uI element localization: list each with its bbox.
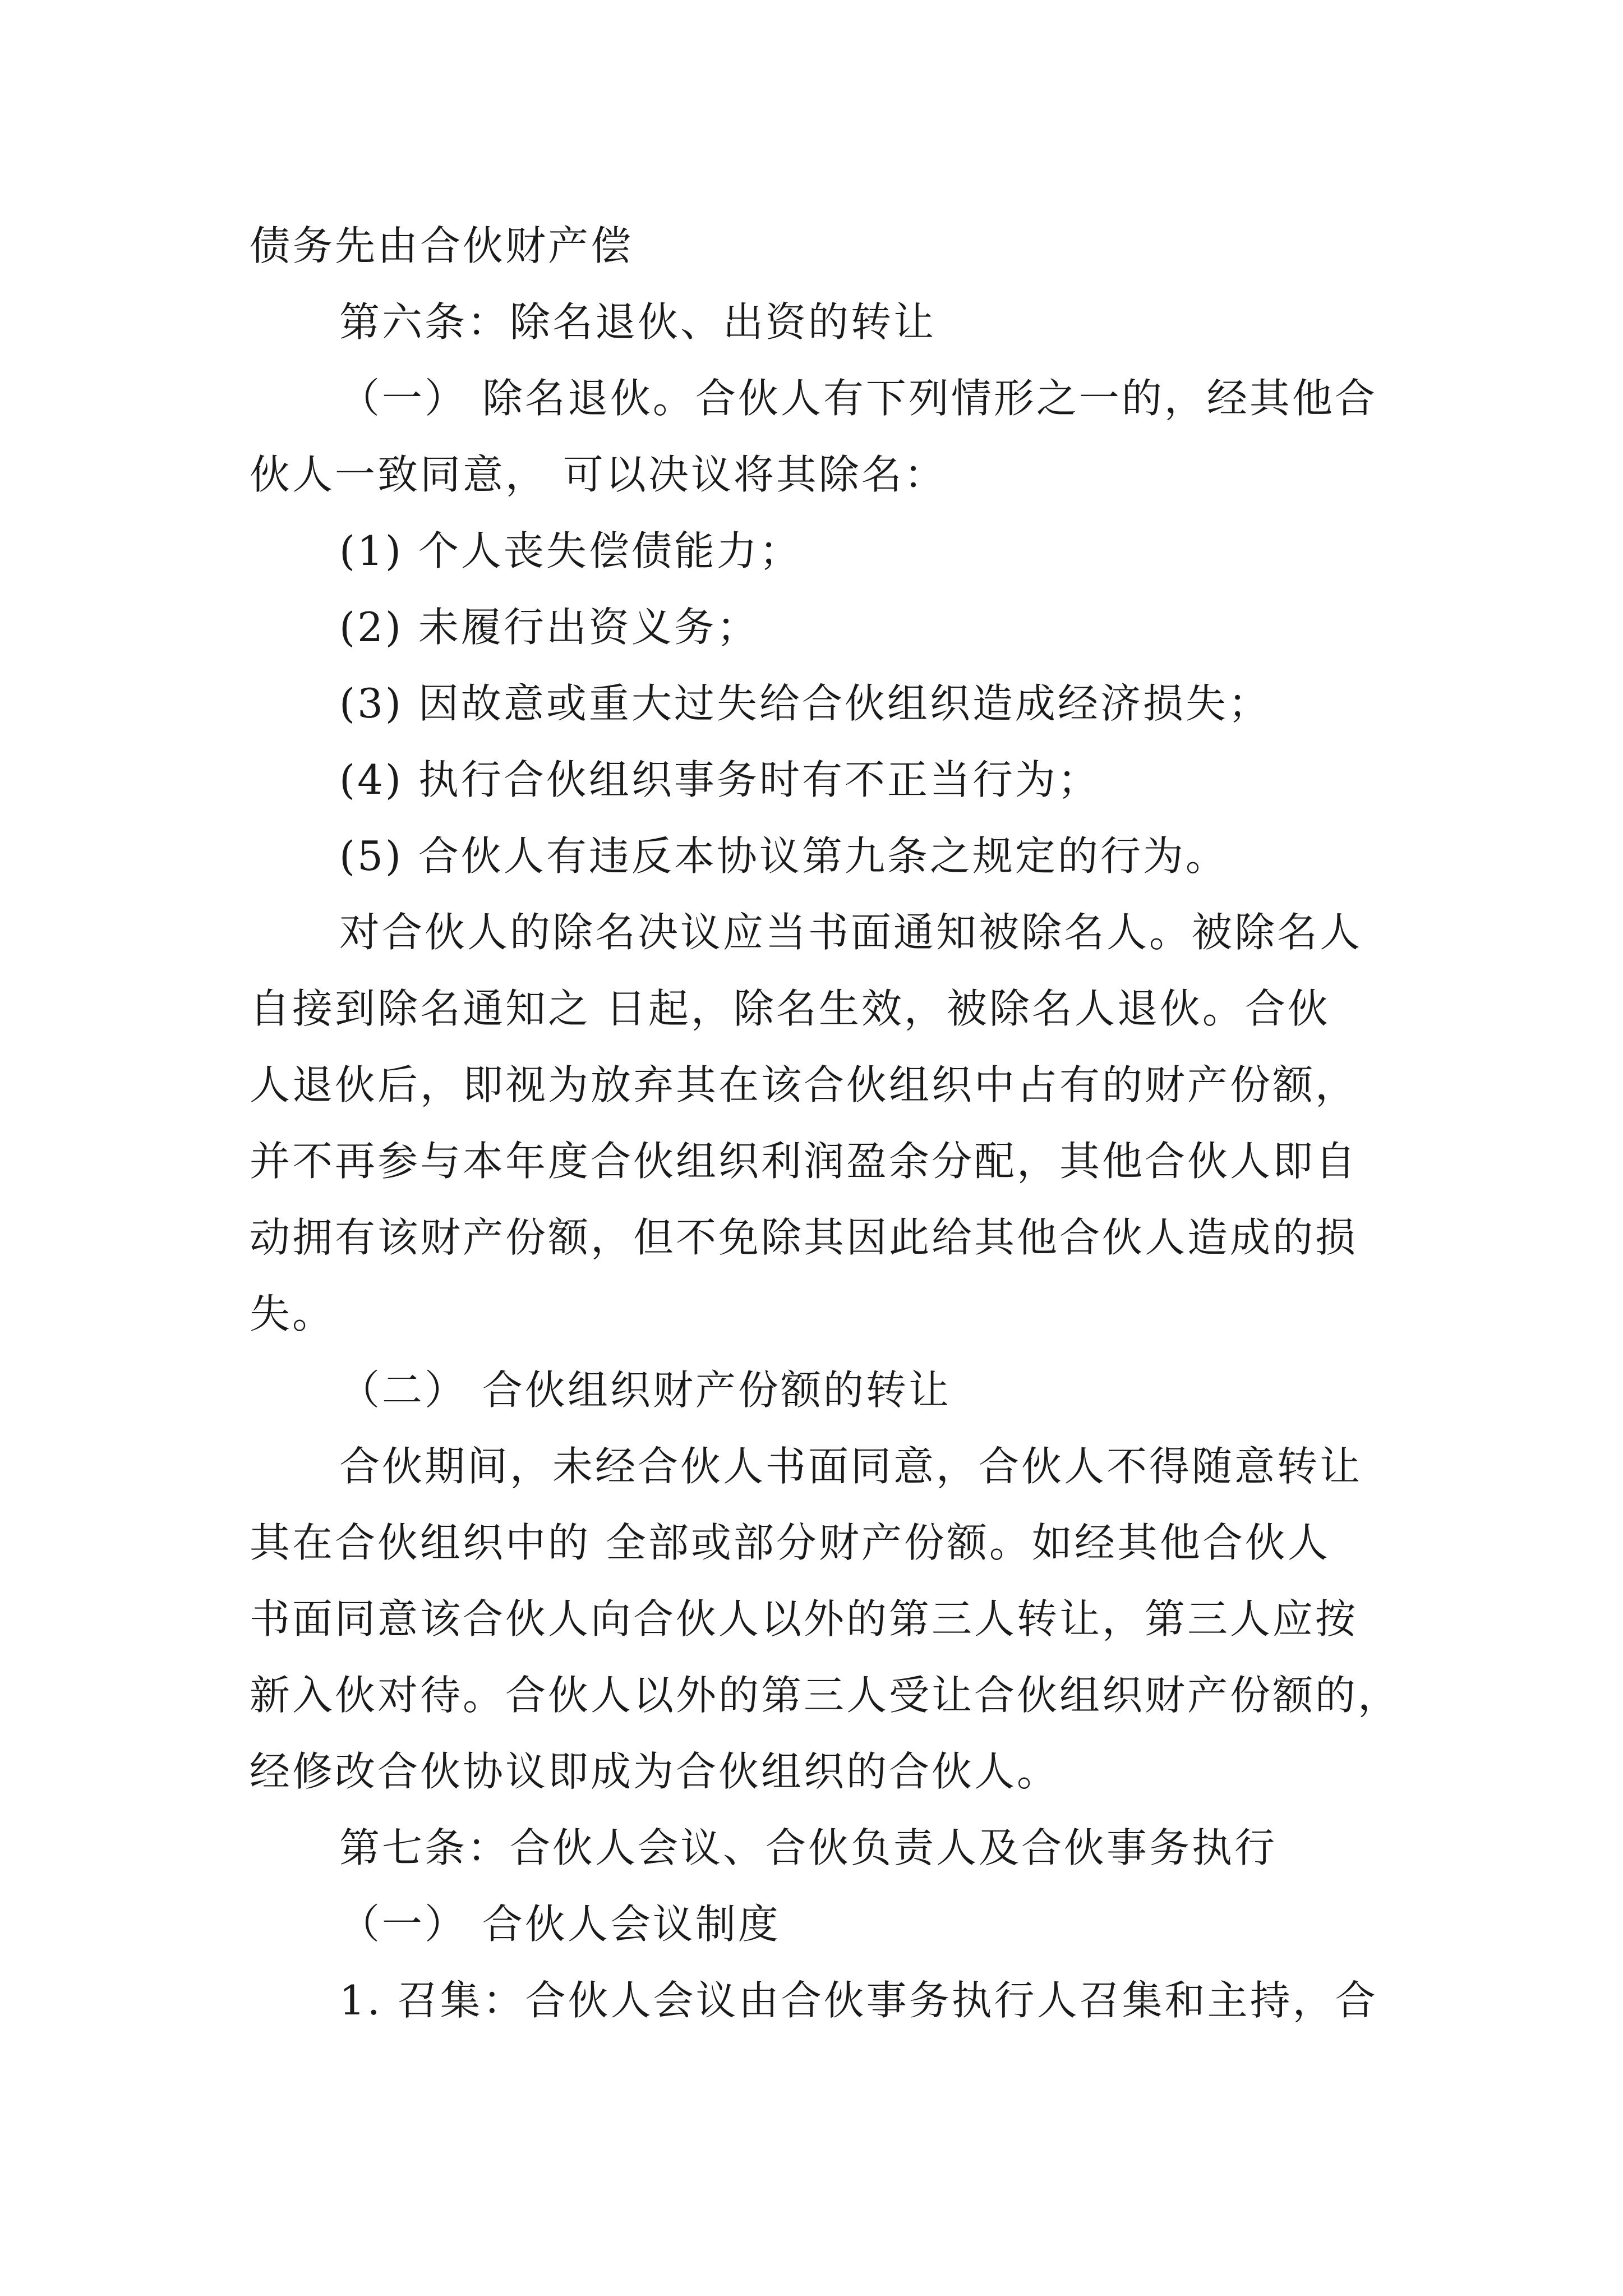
list-item: (1) 个人丧失偿债能力； — [339, 527, 802, 574]
list-item: (4) 执行合伙组织事务时有不正当行为； — [339, 756, 1100, 803]
list-item: (5) 合伙人有违反本协议第九条之规定的行为。 — [339, 832, 1228, 880]
text-line: 失。 — [250, 1290, 335, 1337]
text-line: 1. 召集：合伙人会议由合伙事务执行人召集和主持，合 — [339, 1977, 1378, 2024]
text-line: （一） 除名退伙。合伙人有下列情形之一的，经其他合 — [339, 375, 1377, 422]
section-heading-article-6: 第六条：除名退伙、出资的转让 — [339, 298, 937, 346]
document-body — [250, 208, 1401, 2039]
text-line: 经修改合伙协议即成为合伙组织的合伙人。 — [250, 1748, 1060, 1795]
text-line: 债务先由合伙财产偿 — [250, 222, 634, 269]
text-line: 其在合伙组织中的 全部或部分财产份额。如经其他合伙人 — [250, 1519, 1330, 1566]
text-line: 合伙期间，未经合伙人书面同意，合伙人不得随意转让 — [339, 1443, 1363, 1490]
list-item: (3) 因故意或重大过失给合伙组织造成经济损失； — [339, 680, 1271, 727]
text-line: 人退伙后，即视为放弃其在该合伙组织中占有的财产份额， — [250, 1061, 1358, 1108]
text-line: 自接到除名通知之 日起，除名生效，被除名人退伙。合伙 — [250, 985, 1330, 1032]
text-line: 动拥有该财产份额，但不免除其因此给其他合伙人造成的损 — [250, 1214, 1358, 1261]
subsection-heading: （一） 合伙人会议制度 — [339, 1901, 781, 1948]
subsection-heading: （二） 合伙组织财产份额的转让 — [339, 1366, 951, 1414]
text-line: 并不再参与本年度合伙组织利润盈余分配，其他合伙人即自 — [250, 1138, 1358, 1185]
text-line: 对合伙人的除名决议应当书面通知被除名人。被除名人 — [339, 909, 1363, 956]
section-heading-article-7: 第七条：合伙人会议、合伙负责人及合伙事务执行 — [339, 1824, 1278, 1871]
list-item: (2) 未履行出资义务； — [339, 604, 759, 651]
text-line: 书面同意该合伙人向合伙人以外的第三人转让，第三人应按 — [250, 1595, 1358, 1642]
text-line: 伙人一致同意， 可以决议将其除名： — [250, 451, 947, 498]
text-line: 新入伙对待。合伙人以外的第三人受让合伙组织财产份额的， — [250, 1672, 1401, 1719]
